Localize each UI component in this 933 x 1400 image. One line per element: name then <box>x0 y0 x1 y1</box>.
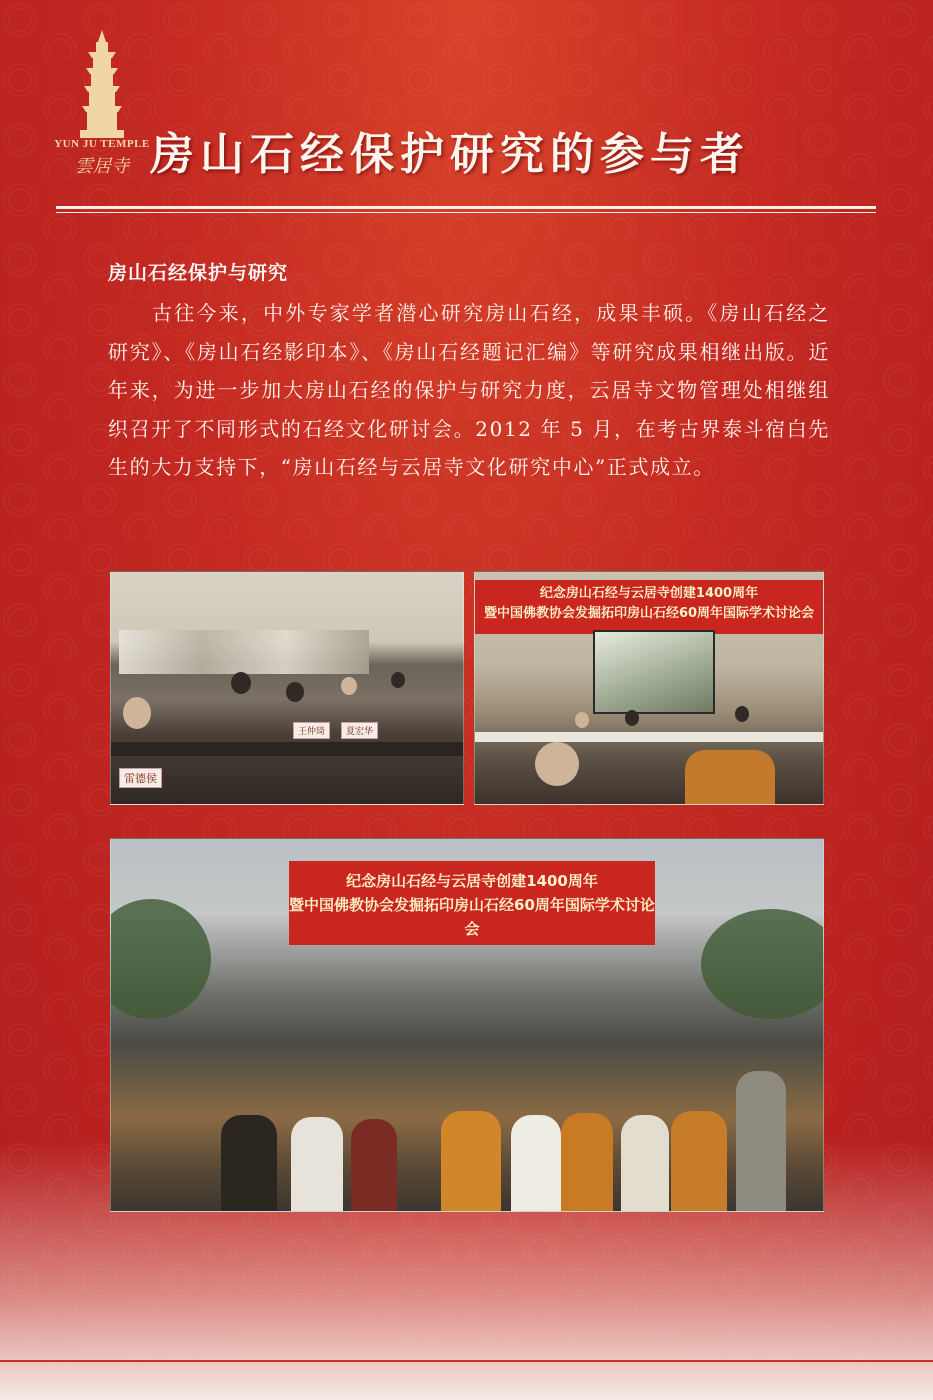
logo-text-en: YUN JU TEMPLE <box>54 138 150 150</box>
group-of-attendees <box>151 1031 783 1211</box>
wall-mural <box>119 630 369 674</box>
pagoda-icon <box>72 30 132 140</box>
photo-seminar-audience <box>110 571 464 805</box>
temple-logo <box>42 30 162 178</box>
nameplate: 雷德侯 <box>119 768 162 788</box>
photo-group-portrait <box>110 838 824 1212</box>
nameplate: 夏宏华 <box>341 722 378 739</box>
logo-text-cn: 雲居寺 <box>75 156 129 177</box>
title-divider-thin <box>56 212 876 213</box>
page-title: 房山石经保护研究的参与者 <box>150 129 750 180</box>
bottom-rule <box>0 1360 933 1362</box>
conference-banner: 纪念房山石经与云居寺创建1400周年 暨中国佛教协会发掘拓印房山石经60周年国际学术讨论会 <box>475 580 823 634</box>
group-photo-banner: 纪念房山石经与云居寺创建1400周年 暨中国佛教协会发掘拓印房山石经60周年国际学术讨论会 <box>289 861 655 945</box>
projection-screen <box>593 630 715 714</box>
section-heading: 房山石经保护与研究 <box>108 262 289 284</box>
nameplate: 王仲琦 <box>293 722 330 739</box>
title-divider <box>56 206 876 209</box>
section-body-text: 古往今来，中外专家学者潜心研究房山石经，成果丰硕。《房山石经之研究》、《房山石经影印本》、《房山石经题记汇编》等研究成果相继出版。近年来，为进一步加大房山石经的保护与研究力度，云居寺文物管理处相继组织召开了不同形式的石经文化研讨会。2012 年 5 月，在考古界泰斗宿白先生的大力支持下，“房山石经与云居寺文化研究中心”正式成立。 <box>108 301 830 479</box>
photo-conference-hall <box>474 571 824 805</box>
